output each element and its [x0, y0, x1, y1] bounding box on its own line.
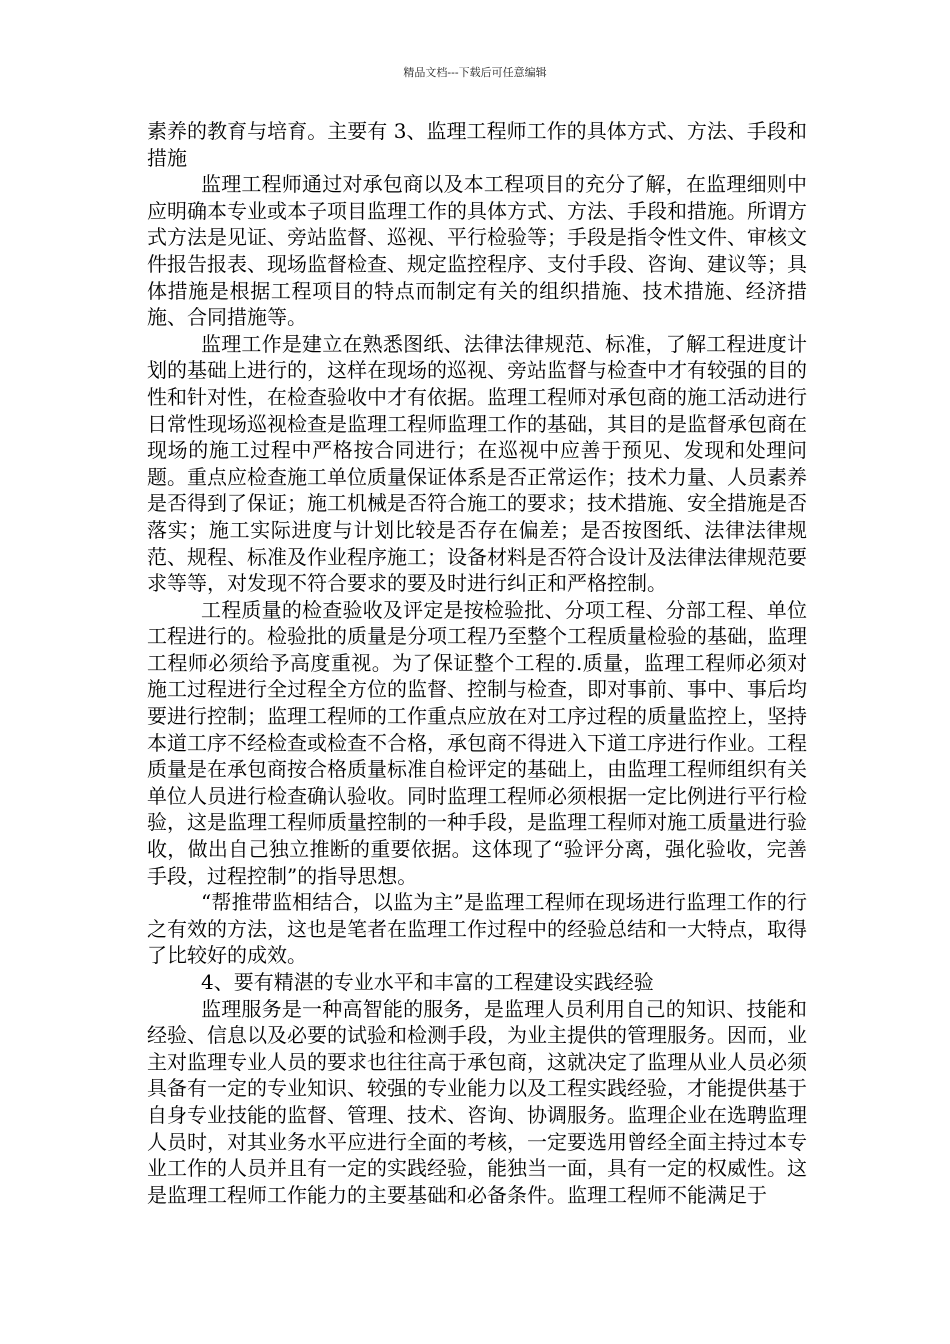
section-heading-4: 4、要有精湛的专业水平和丰富的工程建设实践经验	[201, 970, 654, 994]
paragraph-2: 监理工程师通过对承包商以及本工程项目的充分了解，在监理细则中应明确本专业或本子项目监理工作的具体方式、方法、手段和措施。所谓方式方法是见证、旁站监督、巡视、平行检验等；手段是指令性文件、审核文件报告报表、现场监督检查、规定监控程序、支付手段、咨询、建议等；具体措施是根据工程项目的特点而制定有关的组织措施、技术措施、经济措施、合同措施等。	[147, 172, 807, 330]
paragraph-6: 监理服务是一种高智能的服务，是监理人员利用自己的知识、技能和经验、信息以及必要的试验和检测手段，为业主提供的管理服务。因而，业主对监理专业人员的要求也往往高于承包商，这就决定了监理从业人员必须具备有一定的专业知识、较强的专业能力以及工程实践经验，才能提供基于自身专业技能的监督、管理、技术、咨询、协调服务。监理企业在选聘监理人员时，对其业务水平应进行全面的考核，一定要选用曾经全面主持过本专业工作的人员并且有一定的实践经验，能独当一面，具有一定的权威性。这是监理工程师工作能力的主要基础和必备条件。监理工程师不能满足于	[147, 996, 807, 1207]
paragraph-4: 工程质量的检查验收及评定是按检验批、分项工程、分部工程、单位工程进行的。检验批的质量是分项工程乃至整个工程质量检验的基础，监理工程师必须给予高度重视。为了保证整个工程的.质量，监理工程师必须对施工过程进行全过程全方位的监督、控制与检查，即对事前、事中、事后均要进行控制；监理工程师的工作重点应放在对工序过程的质量监控上，坚持本道工序不经检查或检查不合格，承包商不得进入下道工序进行作业。工程质量是在承包商按合格质量标准自检评定的基础上，由监理工程师组织有关单位人员进行检查确认验收。同时监理工程师必须根据一定比例进行平行检验，这是监理工程师质量控制的一种手段，是监理工程师对施工质量进行验收，做出自己独立推断的重要依据。这体现了“验评分离，强化验收，完善手段，过程控制”的指导思想。	[147, 597, 807, 888]
page-header: 精品文档---下载后可任意编辑	[403, 66, 547, 79]
paragraph-5: “帮推带监相结合，以监为主”是监理工程师在现场进行监理工作的行之有效的方法，这也是笔者在监理工作过程中的经验总结和一大特点，取得了比较好的成效。	[147, 890, 807, 968]
paragraph-1: 素养的教育与培育。主要有 3、监理工程师工作的具体方式、方法、手段和措施	[147, 119, 807, 170]
document-body	[147, 118, 807, 1208]
paragraph-3: 监理工作是建立在熟悉图纸、法律法律规范、标准，了解工程进度计划的基础上进行的，这样在现场的巡视、旁站监督与检查中才有较强的目的性和针对性，在检查验收中才有依据。监理工程师对承包商的施工活动进行日常性现场巡视检查是监理工程师监理工作的基础，其目的是监督承包商在现场的施工过程中严格按合同进行；在巡视中应善于预见、发现和处理问题。重点应检查施工单位质量保证体系是否正常运作；技术力量、人员素养是否得到了保证；施工机械是否符合施工的要求；技术措施、安全措施是否落实；施工实际进度与计划比较是否存在偏差；是否按图纸、法律法律规范、规程、标准及作业程序施工；设备材料是否符合设计及法律法律规范要求等等，对发现不符合要求的要及时进行纠正和严格控制。	[147, 331, 807, 596]
